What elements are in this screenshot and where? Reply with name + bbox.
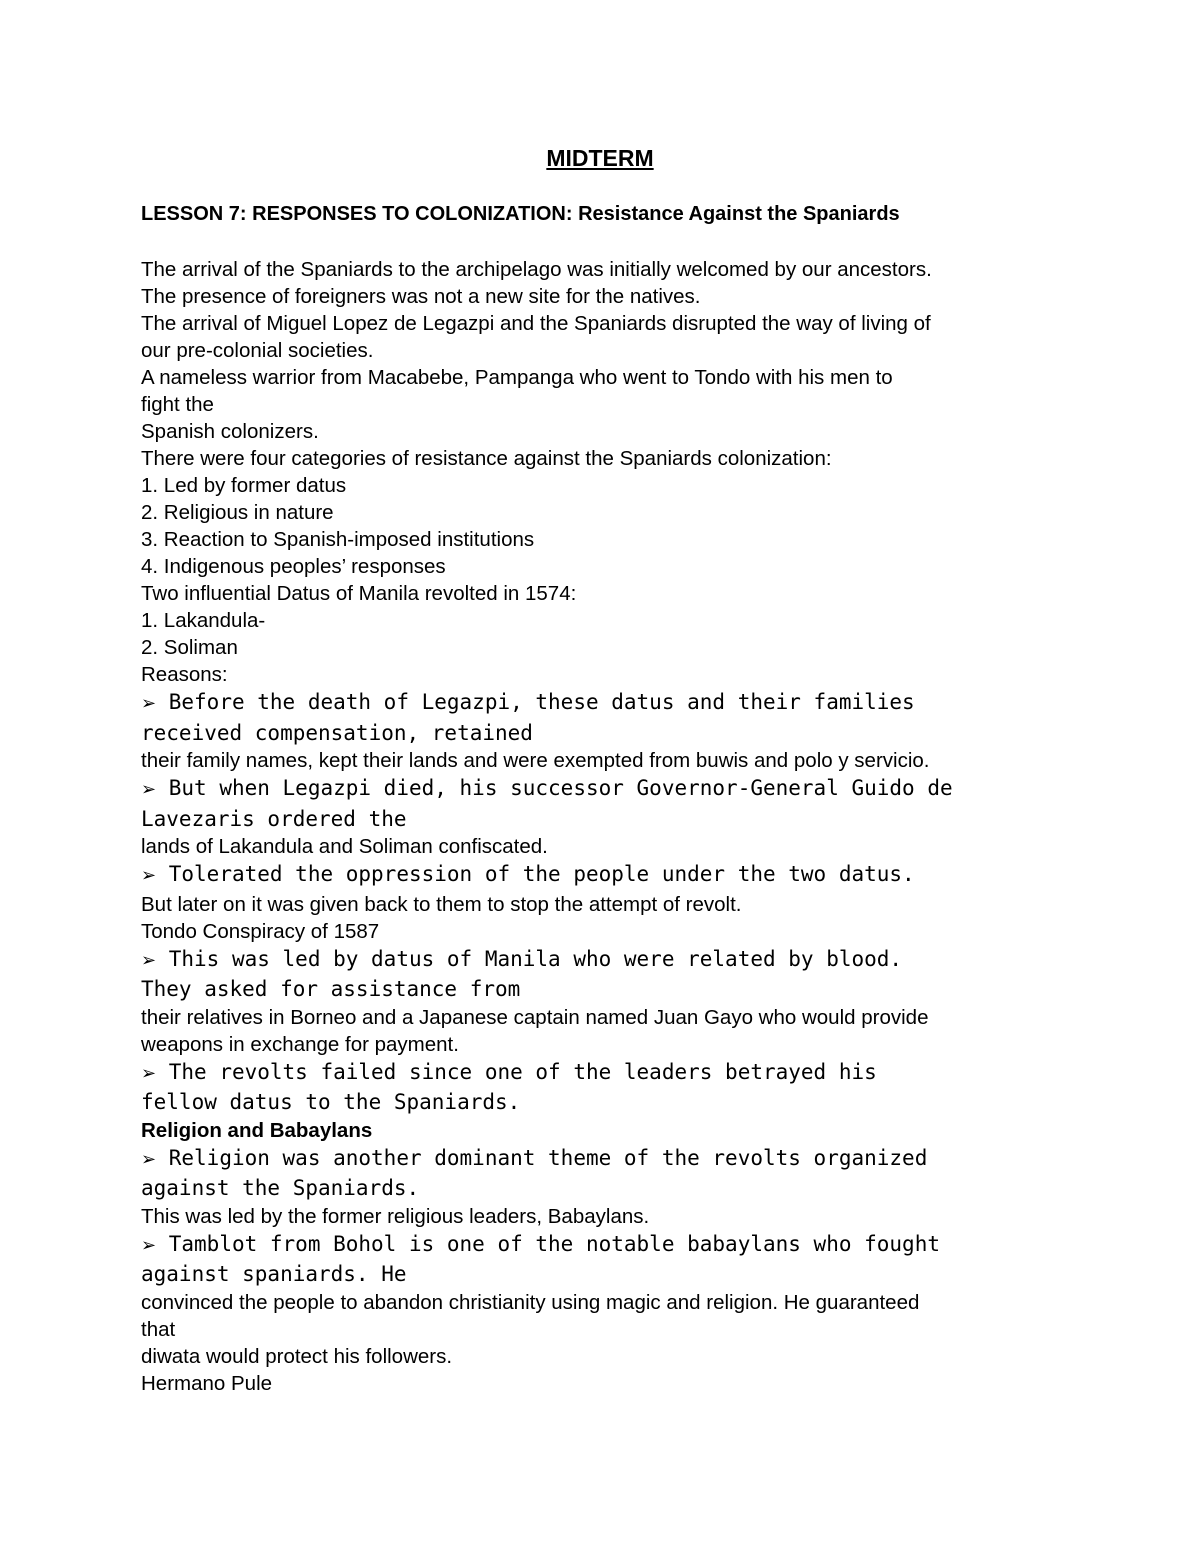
bullet-text: Tamblot from Bohol is one of the notable babaylans who fought	[168, 1231, 940, 1256]
bullet-line	[141, 1058, 1081, 1089]
arrow-bullet-icon: ➢	[141, 949, 157, 971]
arrow-bullet-icon: ➢	[141, 693, 157, 714]
arrow-bullet-icon: ➢	[141, 1148, 157, 1170]
bullet-continuation-line: fellow datus to the Spaniards.	[141, 1090, 521, 1114]
text-line: lands of Lakandula and Soliman confiscated.	[141, 835, 548, 858]
text-line: Tondo Conspiracy of 1587	[141, 919, 380, 943]
bullet-text: Tolerated the oppression of the people under the two datus.	[168, 862, 915, 886]
bullet-line	[141, 774, 1081, 805]
text-line: 3. Reaction to Spanish-imposed institutions	[141, 528, 535, 551]
bullet-text: But when Legazpi died, his successor Governor-General Guido de	[168, 776, 953, 800]
bullet-line	[141, 688, 1081, 719]
text-line: The arrival of Miguel Lopez de Legazpi and the Spaniards disrupted the way of living of	[141, 312, 931, 335]
document-body	[141, 256, 1081, 1397]
bullet-text: Religion was another dominant theme of the revolts organized	[168, 1145, 928, 1170]
arrow-bullet-icon: ➢	[141, 1234, 157, 1256]
text-line: Two influential Datus of Manila revolted in 1574:	[141, 582, 577, 605]
text-line: The arrival of the Spaniards to the archipelago was initially welcomed by our ancestors.	[141, 258, 932, 281]
text-line: their family names, kept their lands and were exempted from buwis and polo y servicio.	[141, 749, 930, 772]
bullet-line	[141, 1144, 1081, 1175]
arrow-bullet-icon: ➢	[141, 779, 157, 800]
text-line: diwata would protect his followers.	[141, 1344, 453, 1368]
lesson-heading: LESSON 7: RESPONSES TO COLONIZATION: Resistance Against the Spaniards	[141, 203, 900, 225]
text-line: that	[141, 1317, 176, 1341]
arrow-bullet-icon: ➢	[141, 865, 157, 886]
bullet-line	[141, 860, 1081, 891]
bullet-line	[141, 1230, 1081, 1261]
bullet-text: Before the death of Legazpi, these datus and their families	[168, 690, 915, 714]
text-line: weapons in exchange for payment.	[141, 1032, 459, 1056]
bullet-continuation-line: They asked for assistance from	[141, 977, 521, 1001]
text-line: Reasons:	[141, 663, 228, 686]
bullet-line	[141, 945, 1081, 976]
section-heading: Religion and Babaylans	[141, 1118, 373, 1142]
page-title: MIDTERM	[546, 145, 654, 171]
text-line: A nameless warrior from Macabebe, Pampanga who went to Tondo with his men to	[141, 366, 893, 389]
bullet-continuation-line: against the Spaniards.	[141, 1176, 420, 1200]
text-line: 1. Led by former datus	[141, 474, 347, 497]
text-line: 1. Lakandula-	[141, 609, 266, 632]
text-line: There were four categories of resistance against the Spaniards colonization:	[141, 447, 832, 470]
bullet-continuation-line: received compensation, retained	[141, 720, 533, 745]
bullet-continuation-line: Lavezaris ordered the	[141, 806, 407, 831]
text-line: This was led by the former religious leaders, Babaylans.	[141, 1204, 650, 1228]
text-line: But later on it was given back to them to stop the attempt of revolt.	[141, 892, 742, 916]
arrow-bullet-icon: ➢	[141, 1062, 157, 1084]
text-line: our pre-colonial societies.	[141, 339, 374, 362]
text-line: The presence of foreigners was not a new site for the natives.	[141, 285, 701, 308]
text-line: convinced the people to abandon christianity using magic and religion. He guaranteed	[141, 1290, 920, 1314]
text-line: fight the	[141, 393, 214, 416]
bullet-text: The revolts failed since one of the leaders betrayed his	[168, 1059, 877, 1084]
text-line: 2. Soliman	[141, 636, 238, 659]
text-line: 2. Religious in nature	[141, 501, 334, 524]
bullet-continuation-line: against spaniards. He	[141, 1262, 407, 1286]
bullet-text: This was led by datus of Manila who were related by blood.	[168, 946, 903, 971]
text-line: their relatives in Borneo and a Japanese captain named Juan Gayo who would provide	[141, 1005, 929, 1029]
text-line: Hermano Pule	[141, 1371, 273, 1395]
text-line: 4. Indigenous peoples’ responses	[141, 555, 446, 578]
text-line: Spanish colonizers.	[141, 420, 319, 443]
